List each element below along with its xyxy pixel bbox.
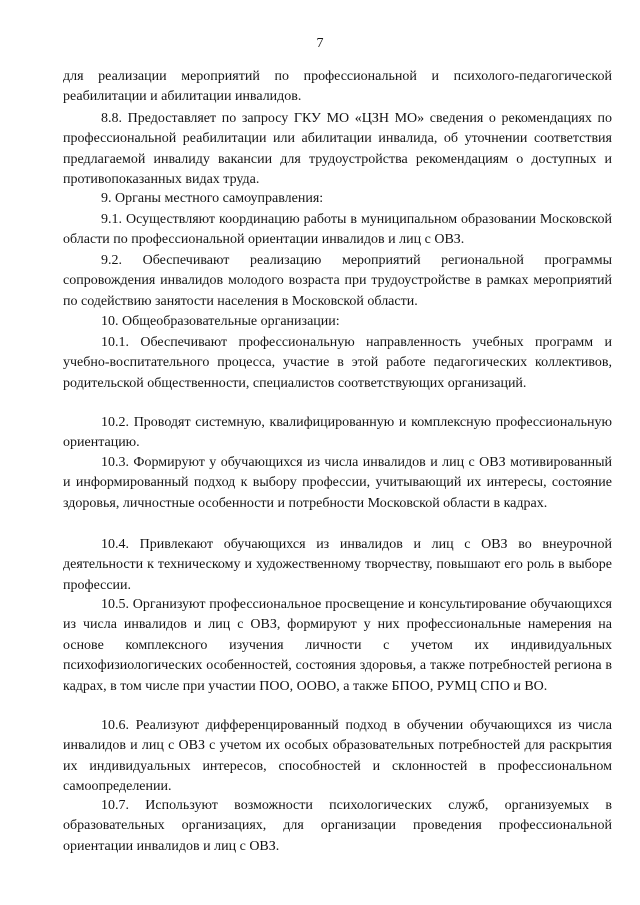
paragraph-10-7: 10.7. Используют возможности психологических служб, организуемых в образовательных организациях, для организации проведения профессиональной ориентации инвалидов и лиц с ОВЗ. (63, 798, 612, 854)
paragraph-10-3: 10.3. Формируют у обучающихся из числа инвалидов и лиц с ОВЗ мотивированный и информированный подход к выбору профессии, учитывающий их интересы, состояние здоровья, личностные особенности и потребности Московской области в кадрах. (63, 455, 612, 511)
page-number: 7 (316, 36, 324, 51)
paragraph-10-2: 10.2. Проводят системную, квалифицированную и комплексную профессиональную ориентацию. (63, 415, 612, 451)
paragraph-10-heading: 10. Общеобразовательные организации: (101, 314, 340, 329)
paragraph-10-5: 10.5. Организуют профессиональное просвещение и консультирование обучающихся из числа инвалидов и лиц с ОВЗ, формируют у них профессиональные намерения на основе комплексного изучения личности с учетом их индивидуальных психофизиологических особенностей, состояния здоровья, а также потребностей региона в кадрах, в том числе при участии ПОО, ООВО, а также БПОО, РУМЦ СПО и ВО. (63, 597, 612, 694)
paragraph-10-6: 10.6. Реализуют дифференцированный подход в обучении обучающихся из числа инвалидов и лиц с ОВЗ с учетом их особых образовательных потребностей для раскрытия их индивидуальных интересов, способностей и склонностей в профессиональном самоопределении. (63, 718, 612, 795)
paragraph-9-heading: 9. Органы местного самоуправления: (101, 191, 324, 206)
paragraph-9-2: 9.2. Обеспечивают реализацию мероприятий региональной программы сопровождения инвалидов молодого возраста при трудоустройстве в рамках мероприятий по содействию занятости населения в Московской области. (63, 253, 612, 309)
paragraph-10-1: 10.1. Обеспечивают профессиональную направленность учебных программ и учебно-воспитательного процесса, участие в этой работе педагогических коллективов, родительской общественности, специалистов соответствующих организаций. (63, 335, 612, 391)
paragraph-10-4: 10.4. Привлекают обучающихся из инвалидов и лиц с ОВЗ во внеурочной деятельности к техническому и художественному творчеству, повышают его роль в выборе профессии. (63, 537, 612, 593)
paragraph-9-1: 9.1. Осуществляют координацию работы в муниципальном образовании Московской области по профессиональной ориентации инвалидов и лиц с ОВЗ. (63, 212, 612, 248)
paragraph-continuation: для реализации мероприятий по профессиональной и психолого-педагогической реабилитации и абилитации инвалидов. (63, 69, 612, 105)
paragraph-8-8: 8.8. Предоставляет по запросу ГКУ МО «ЦЗН МО» сведения о рекомендациях по профессиональной реабилитации или абилитации инвалида, об уточнении соответствия предлагаемой инвалиду вакансии для трудоустройства рекомендациям о доступных и противопоказанных видах труда. (63, 111, 612, 188)
